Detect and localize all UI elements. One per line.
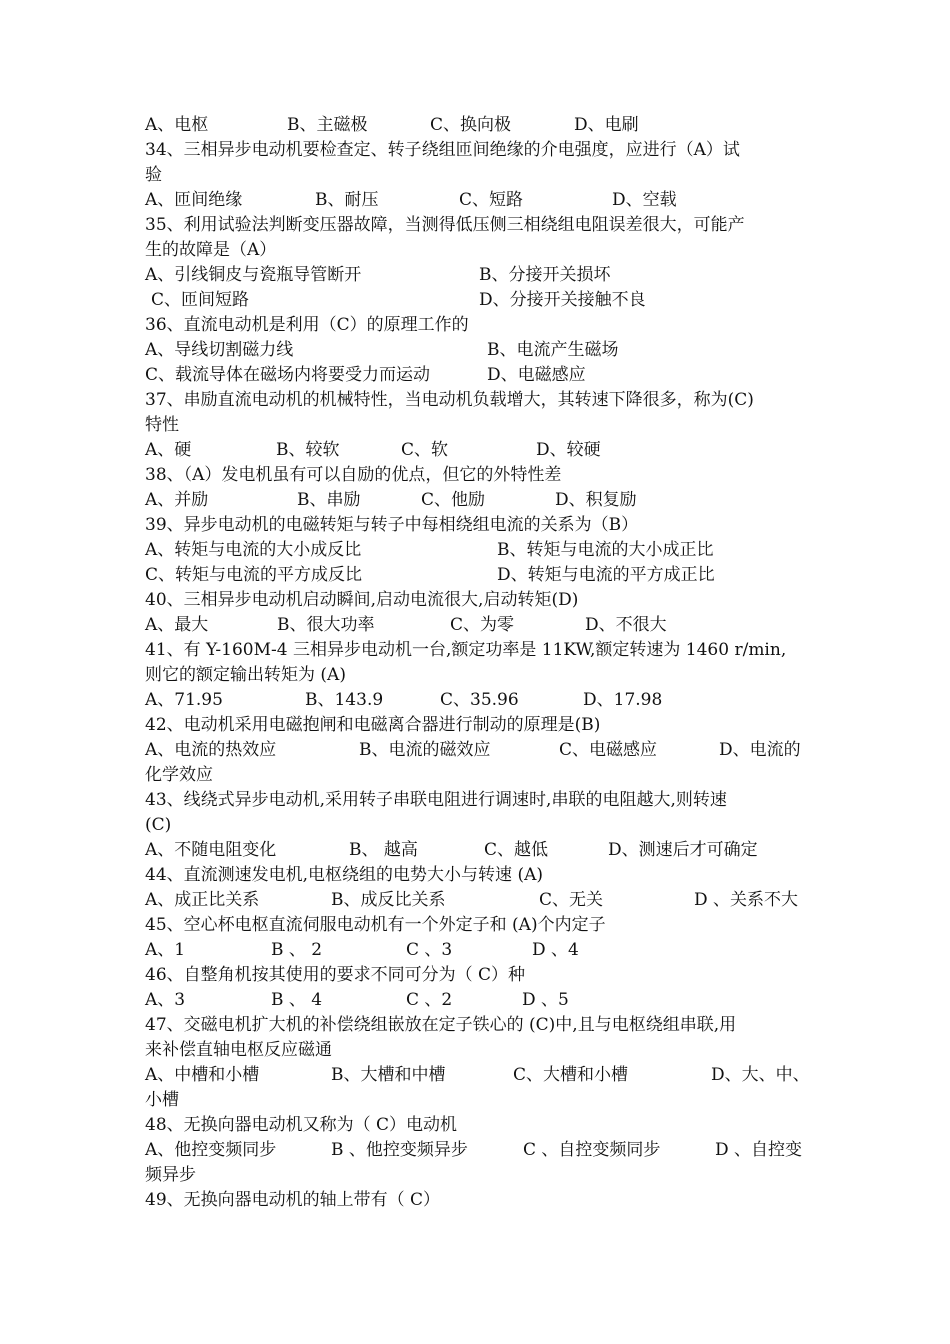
option: D、测速后才可确定: [608, 840, 758, 860]
option: B、电流的磁效应: [359, 740, 491, 760]
option: A、不随电阻变化: [145, 840, 277, 860]
option: B 、他控变频异步: [331, 1140, 468, 1160]
question-text: 48、无换向器电动机又称为（ C）电动机: [145, 1115, 458, 1135]
question-text: 小槽: [145, 1090, 179, 1110]
option: D、大、中、: [711, 1065, 810, 1085]
option: C、为零: [450, 615, 515, 635]
question-text: 49、无换向器电动机的轴上带有（ C）: [145, 1190, 441, 1210]
option: C、35.96: [440, 690, 519, 710]
question-text: (C): [145, 815, 172, 835]
option: B、电流产生磁场: [487, 340, 619, 360]
option: D 、5: [522, 990, 569, 1010]
option: B、143.9: [305, 690, 384, 710]
question-text: 则它的额定输出转矩为 (A): [145, 665, 346, 685]
option: D 、自控变: [715, 1140, 803, 1160]
option: A、电枢: [145, 115, 209, 135]
question-text: 35、利用试验法判断变压器故障，当测得低压侧三相绕组电阻误差很大，可能产: [145, 215, 745, 235]
option: C、换向极: [430, 115, 512, 135]
option: B 、 2: [271, 940, 323, 960]
question-text: 来补偿直轴电枢反应磁通: [145, 1040, 332, 1060]
option: A、中槽和小槽: [145, 1065, 260, 1085]
option: B 、 4: [271, 990, 323, 1010]
option: D、电刷: [574, 115, 639, 135]
option: B、主磁极: [287, 115, 368, 135]
question-text: 34、三相异步电动机要检查定、转子绕组匝间绝缘的介电强度，应进行（A）试: [145, 140, 740, 160]
option: C 、自控变频同步: [523, 1140, 661, 1160]
option: D、电磁感应: [487, 365, 586, 385]
option: A、1: [145, 940, 186, 960]
option: B、串励: [297, 490, 361, 510]
question-text: 47、交磁电机扩大机的补偿绕组嵌放在定子铁心的 (C)中,且与电枢绕组串联,用: [145, 1015, 737, 1035]
option: D、较硬: [536, 440, 601, 460]
option: D、空载: [612, 190, 677, 210]
option: D、转矩与电流的平方成正比: [497, 565, 715, 585]
option: D、不很大: [585, 615, 667, 635]
option: A、硬: [145, 440, 192, 460]
option: C、电磁感应: [559, 740, 658, 760]
option: A、匝间绝缘: [145, 190, 243, 210]
question-text: 41、有 Y-160M-4 三相异步电动机一台,额定功率是 11KW,额定转速为 1460 r/min,: [145, 640, 787, 660]
option: C 、3: [406, 940, 453, 960]
option: D、17.98: [583, 690, 663, 710]
question-text: 37、串励直流电动机的机械特性，当电动机负载增大，其转速下降很多，称为(C): [145, 390, 754, 410]
option: A、并励: [145, 490, 209, 510]
option: C、越低: [484, 840, 549, 860]
option: B、很大功率: [277, 615, 375, 635]
option: C、转矩与电流的平方成反比: [145, 565, 363, 585]
option: A、转矩与电流的大小成反比: [145, 540, 362, 560]
option: D、分接开关接触不良: [479, 290, 646, 310]
option: B、分接开关损坏: [479, 265, 611, 285]
question-text: 生的故障是（A）: [145, 240, 277, 260]
option: B、大槽和中槽: [331, 1065, 446, 1085]
option: A、3: [145, 990, 186, 1010]
question-text: 43、线绕式异步电动机,采用转子串联电阻进行调速时,串联的电阻越大,则转速: [145, 790, 727, 810]
option: D、积复励: [555, 490, 637, 510]
option: C 、2: [406, 990, 453, 1010]
option: C、短路: [459, 190, 524, 210]
option: D 、4: [532, 940, 579, 960]
question-text: 36、直流电动机是利用（C）的原理工作的: [145, 315, 469, 335]
option: A、他控变频同步: [145, 1140, 277, 1160]
option: B、转矩与电流的大小成正比: [497, 540, 714, 560]
option: A、71.95: [145, 690, 223, 710]
option: A、最大: [145, 615, 209, 635]
option: C、载流导体在磁场内将要受力而运动: [145, 365, 431, 385]
option: B、较软: [276, 440, 340, 460]
question-text: 化学效应: [145, 765, 213, 785]
question-text: 特性: [145, 415, 179, 435]
option: C、无关: [539, 890, 604, 910]
option: D 、关系不大: [694, 890, 799, 910]
option: B、耐压: [315, 190, 379, 210]
option: A、电流的热效应: [145, 740, 277, 760]
question-text: 40、三相异步电动机启动瞬间,启动电流很大,启动转矩(D): [145, 590, 579, 610]
option: C、软: [401, 440, 449, 460]
option: B、 越高: [349, 840, 418, 860]
option: C、匝间短路: [151, 290, 250, 310]
option: B、成反比关系: [331, 890, 446, 910]
question-text: 42、电动机采用电磁抱闸和电磁离合器进行制动的原理是(B): [145, 715, 601, 735]
question-text: 46、自整角机按其使用的要求不同可分为（ C）种: [145, 965, 526, 985]
question-text: 44、直流测速发电机,电枢绕组的电势大小与转速 (A): [145, 865, 543, 885]
question-text: 38、（A）发电机虽有可以自励的优点，但它的外特性差: [145, 465, 562, 485]
option: A、导线切割磁力线: [145, 340, 294, 360]
question-text: 39、异步电动机的电磁转矩与转子中每相绕组电流的关系为（B）: [145, 515, 639, 535]
option: D、电流的: [719, 740, 801, 760]
question-text: 45、空心杯电枢直流伺服电动机有一个外定子和 (A)个内定子: [145, 915, 606, 935]
option: C、大槽和小槽: [513, 1065, 629, 1085]
question-text: 验: [145, 165, 162, 185]
question-text: 频异步: [145, 1165, 196, 1185]
option: C、他励: [421, 490, 486, 510]
option: A、引线铜皮与瓷瓶导管断开: [145, 265, 362, 285]
option: A、成正比关系: [145, 890, 260, 910]
